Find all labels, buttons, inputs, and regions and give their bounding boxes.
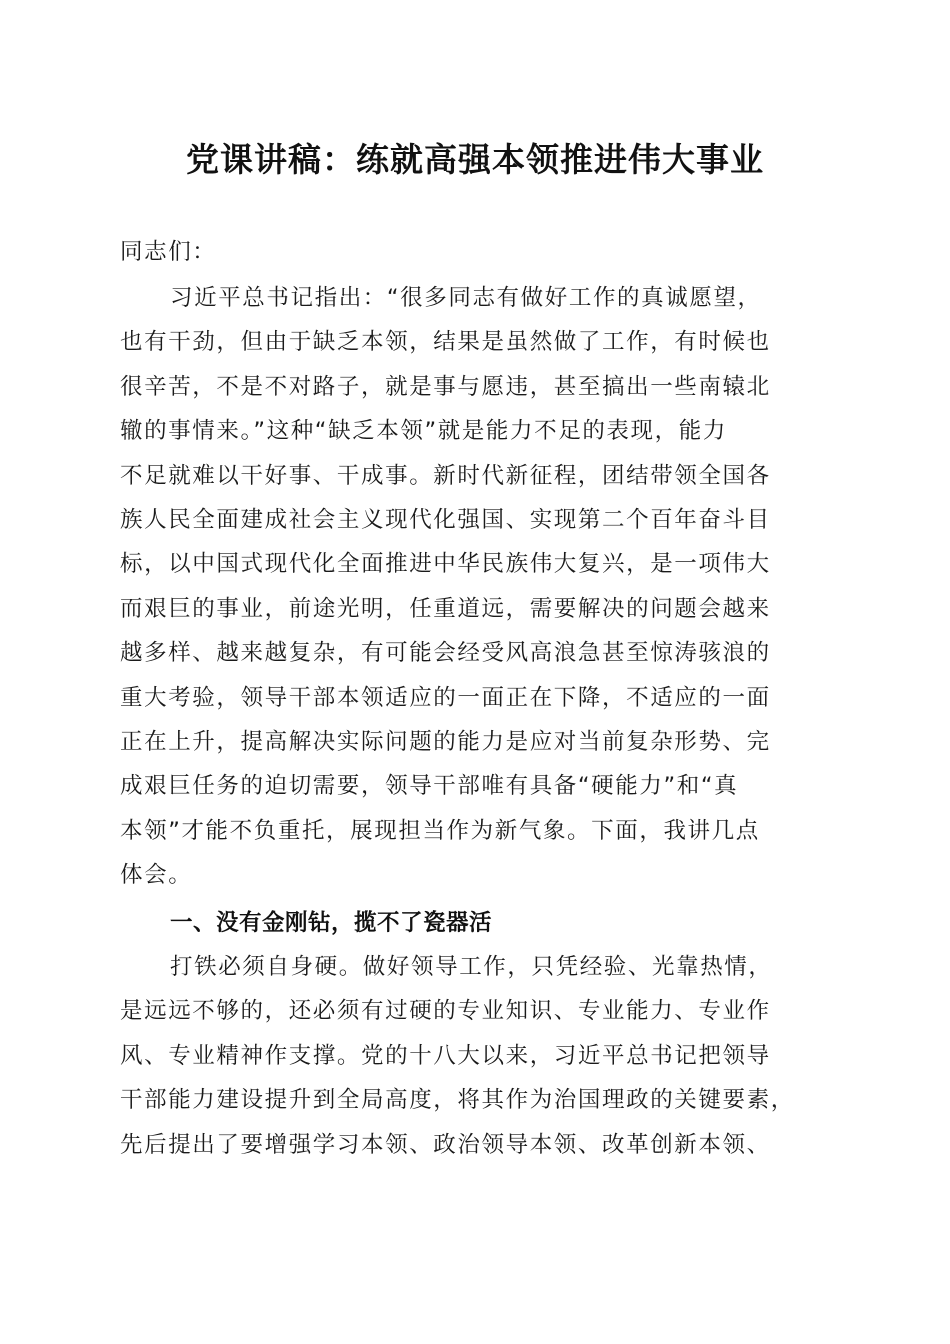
text-line: 先后提出了要增强学习本领、政治领导本领、改革创新本领、 bbox=[120, 1131, 771, 1158]
document-title: 党课讲稿：练就高强本领推进伟大事业 bbox=[186, 140, 764, 179]
text-line: 重大考验，领导干部本领适应的一面正在下降，不适应的一面 bbox=[120, 684, 771, 711]
text-line: 是远远不够的，还必须有过硬的专业知识、专业能力、专业作 bbox=[120, 998, 771, 1025]
text-line: 族人民全面建成社会主义现代化强国、实现第二个百年奋斗目 bbox=[120, 507, 771, 534]
text-line: 风、专业精神作支撑。党的十八大以来，习近平总书记把领导 bbox=[120, 1042, 771, 1069]
paragraph-section1 bbox=[120, 945, 830, 1167]
text-line: 习近平总书记指出：“很多同志有做好工作的真诚愿望， bbox=[170, 285, 762, 311]
text-line: 标，以中国式现代化全面推进中华民族伟大复兴，是一项伟大 bbox=[120, 551, 771, 578]
text-line: 成艰巨任务的迫切需要，领导干部唯有具备“硬能力”和“真 bbox=[120, 773, 739, 800]
text-line: 正在上升，提高解决实际问题的能力是应对当前复杂形势、完 bbox=[120, 729, 771, 756]
text-line: 干部能力建设提升到全局高度，将其作为治国理政的关键要素， bbox=[120, 1087, 795, 1114]
text-line: 体会。 bbox=[120, 862, 193, 889]
paragraph-intro bbox=[120, 276, 830, 898]
text-line: 而艰巨的事业，前途光明，任重道远，需要解决的问题会越来 bbox=[120, 595, 771, 622]
text-line: 很辛苦，不是不对路子，就是事与愿违，甚至搞出一些南辕北 bbox=[120, 373, 771, 400]
section-heading-1: 一、没有金刚钻，揽不了瓷器活 bbox=[170, 910, 493, 936]
text-line: 本领”才能不负重托，展现担当作为新气象。下面，我讲几点 bbox=[120, 817, 760, 844]
text-line: 辙的事情来。”这种“缺乏本领”就是能力不足的表现，能力 bbox=[120, 418, 727, 445]
text-line: 打铁必须自身硬。做好领导工作，只凭经验、光靠热情， bbox=[170, 954, 773, 980]
text-line: 不足就难以干好事、干成事。新时代新征程，团结带领全国各 bbox=[120, 462, 771, 489]
salutation: 同志们： bbox=[120, 239, 217, 265]
text-line: 也有干劲，但由于缺乏本领，结果是虽然做了工作，有时候也 bbox=[120, 329, 771, 356]
text-line: 越多样、越来越复杂，有可能会经受风高浪急甚至惊涛骇浪的 bbox=[120, 640, 771, 667]
